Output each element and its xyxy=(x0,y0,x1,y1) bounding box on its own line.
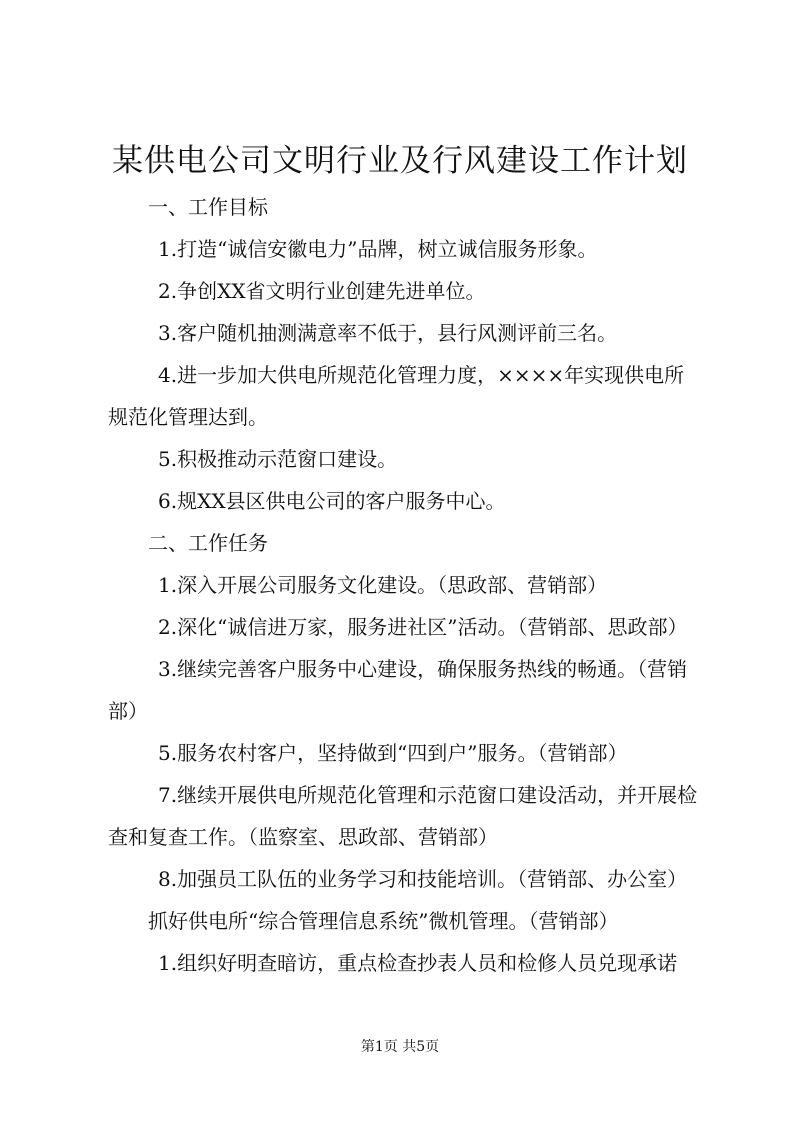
task-item-2: 2.深化“诚信进万家，服务进社区”活动。（营销部、思政部） xyxy=(158,615,688,639)
page-footer: 第1页 共5页 xyxy=(360,1039,440,1055)
section-heading-tasks: 二、工作任务 xyxy=(148,531,268,555)
task-item-8: 8.加强员工队伍的业务学习和技能培训。（营销部、办公室） xyxy=(158,867,688,891)
task-item-system: 抓好供电所“综合管理信息系统”微机管理。（营销部） xyxy=(148,909,619,933)
goal-item-5: 5.积极推动示范窗口建设。 xyxy=(158,447,398,471)
goal-item-4: 4.进一步加大供电所规范化管理力度，××××年实现供电所规范化管理达到。 xyxy=(108,363,685,429)
goal-item-6: 6.规XX县区供电公司的客户服务中心。 xyxy=(158,489,506,513)
goal-item-2: 2.争创XX省文明行业创建先进单位。 xyxy=(158,279,486,303)
task-item-7: 7.继续开展供电所规范化管理和示范窗口建设活动，并开展检查和复查工作。（监察室、思政部、营销部） xyxy=(108,783,698,849)
task-item-inspection: 1.组织好明查暗访，重点检查抄表人员和检修人员兑现承诺 xyxy=(158,951,678,975)
document-body xyxy=(108,186,698,984)
task-item-5: 5.服务农村客户，坚持做到“四到户”服务。（营销部） xyxy=(158,741,628,765)
section-heading-goals: 一、工作目标 xyxy=(148,195,268,219)
goal-item-3: 3.客户随机抽测满意率不低于，县行风测评前三名。 xyxy=(158,321,618,345)
document-title: 某供电公司文明行业及行风建设工作计划 xyxy=(112,143,688,179)
task-item-3: 3.继续完善客户服务中心建设，确保服务热线的畅通。（营销部） xyxy=(108,657,688,723)
goal-item-1: 1.打造“诚信安徽电力”品牌，树立诚信服务形象。 xyxy=(158,237,598,261)
task-item-1: 1.深入开展公司服务文化建设。（思政部、营销部） xyxy=(158,573,608,597)
